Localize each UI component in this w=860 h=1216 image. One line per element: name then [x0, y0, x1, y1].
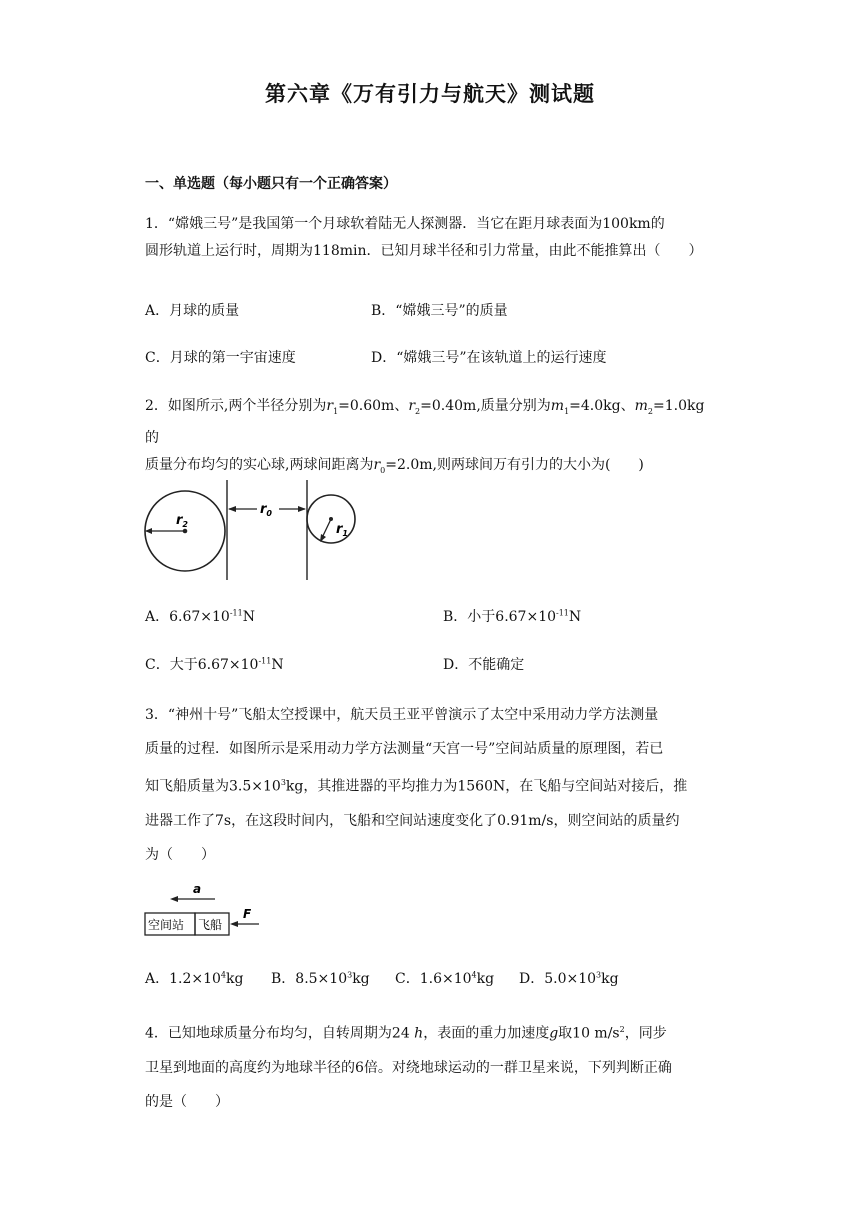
question-3-line: 3．“神州十号”飞船太空授课中，航天员王亚平曾演示了太空中采用动力学方法测量: [145, 707, 659, 723]
var: m: [634, 398, 648, 414]
exp: -11: [556, 608, 569, 618]
question-4-line: 的是（ ）: [145, 1093, 229, 1110]
question-1: [145, 211, 717, 265]
text: A．6.67×10: [145, 609, 230, 625]
unit: N: [271, 657, 284, 673]
question-3-line: 进器工作了7s，在这段时间内，飞船和空间站速度变化了0.91m/s，则空间站的质量约: [145, 812, 680, 829]
text: =0.60m、: [338, 398, 409, 414]
exp: -11: [229, 608, 243, 618]
text: ，表面的重力加速度: [423, 1025, 550, 1042]
r0-label: $r_0$: [260, 502, 272, 518]
q3-option-c: [395, 968, 494, 988]
question-1-line: 1．“嫦娥三号”是我国第一个月球软着陆无人探测器．当它在距月球表面为100km的: [145, 216, 665, 232]
unit: N: [568, 609, 582, 625]
page-title: 第六章《万有引力与航天》测试题: [265, 81, 595, 106]
var: m: [550, 398, 565, 414]
exp: 4: [220, 970, 227, 980]
q3-option-a: [145, 968, 243, 988]
var: g: [549, 1025, 559, 1042]
r0-right-arrowhead: [298, 506, 306, 512]
question-3-line: 为（ ）: [145, 846, 215, 863]
var: r: [373, 456, 381, 473]
r1-label: $r_1$: [336, 522, 348, 538]
section-heading: 一、单选题（每小题只有一个正确答案）: [145, 176, 397, 192]
q2-option-b: [443, 606, 581, 626]
text: D．5.0×10: [519, 971, 597, 987]
question-2: [145, 393, 717, 484]
unit: N: [242, 609, 255, 625]
text: =0.40m,质量分别为: [420, 398, 551, 414]
docking-figure: [143, 878, 263, 938]
question-4: [145, 1013, 717, 1119]
text: ，同步: [624, 1025, 667, 1042]
text: =2.0m,则两球间万有引力的大小为( ): [385, 456, 644, 473]
text: kg，其推进器的平均推力为1560N，在飞船与空间站对接后，推: [285, 778, 688, 795]
q1-option-b: B．“嫦娥三号”的质量: [371, 303, 508, 319]
q1-option-a: A．月球的质量: [145, 303, 240, 319]
text: 取10 m/s: [558, 1025, 620, 1042]
q2-option-d: D．不能确定: [443, 657, 525, 673]
r2-label: $r_2$: [176, 513, 188, 529]
sub: 2: [415, 406, 421, 416]
text: B．8.5×10: [271, 971, 348, 987]
text: =1.0kg的: [145, 398, 705, 446]
sub: 1: [564, 406, 570, 416]
acceleration-arrowhead: [170, 896, 178, 902]
r0-left-arrowhead: [228, 506, 236, 512]
force-arrowhead: [230, 921, 238, 927]
text: B．小于6.67×10: [443, 609, 557, 625]
question-1-line: 圆形轨道上运行时，周期为118min．已知月球半径和引力常量，由此不能推算出（ ）: [145, 243, 703, 259]
unit: kg: [476, 971, 495, 987]
acceleration-label: a: [193, 882, 202, 896]
question-4-line: 卫星到地面的高度约为地球半径的6倍。对绕地球运动的一群卫星来说，下列判断正确: [145, 1059, 672, 1076]
q3-option-b: [271, 968, 370, 988]
text: 2．如图所示,两个半径分别为: [145, 398, 327, 414]
question-4-line: [145, 1013, 717, 1051]
q2-option-a: [145, 606, 255, 626]
unit: kg: [226, 971, 244, 987]
space-station-label: 空间站: [148, 918, 185, 932]
q2-option-c: [145, 654, 284, 674]
q3-option-d: [519, 968, 619, 988]
q1-option-c: C．月球的第一宇宙速度: [145, 350, 296, 366]
text: A．1.2×10: [145, 971, 221, 987]
var: r: [408, 398, 416, 414]
exp: 3: [347, 970, 353, 980]
question-3-line: [145, 766, 717, 804]
sub: 0: [380, 465, 386, 475]
text: C．1.6×10: [395, 971, 472, 987]
unit: kg: [352, 971, 370, 987]
sub: 2: [647, 406, 653, 416]
var: h: [414, 1025, 424, 1042]
exp: 3: [280, 778, 286, 787]
q1-option-d: D．“嫦娥三号”在该轨道上的运行速度: [371, 350, 607, 366]
text: 质量分布均匀的实心球,两球间距离为: [145, 456, 374, 473]
spaceship-label: 飞船: [198, 918, 223, 932]
question-3: [145, 698, 717, 872]
question-2-line: [145, 393, 717, 452]
two-spheres-figure: [140, 480, 360, 580]
text: =4.0kg、: [569, 398, 635, 414]
var: r: [326, 398, 334, 414]
exp: 2: [619, 1025, 625, 1034]
question-3-line: 质量的过程．如图所示是采用动力学方法测量“天宫一号”空间站质量的原理图，若已: [145, 741, 664, 757]
exp: 4: [471, 970, 477, 980]
r2-arrowhead: [145, 528, 152, 534]
text: 4．已知地球质量分布均匀，自转周期为24: [145, 1025, 415, 1042]
unit: kg: [601, 971, 619, 987]
exp: 3: [596, 970, 602, 980]
text: 知飞船质量为3.5×10: [145, 778, 281, 795]
question-2-line: [145, 452, 717, 484]
sub: 1: [333, 406, 339, 416]
exp: -11: [258, 656, 272, 666]
text: C．大于6.67×10: [145, 657, 259, 673]
force-label: F: [243, 907, 252, 921]
